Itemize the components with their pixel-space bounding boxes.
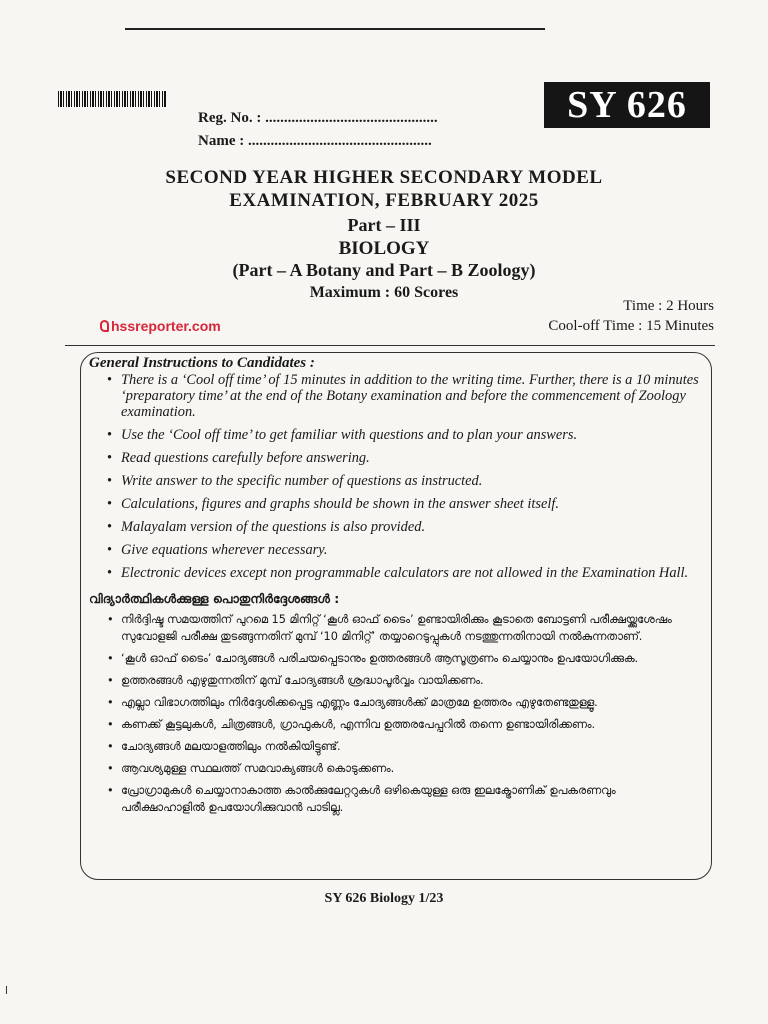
instructions-list-ml [89,611,699,816]
name-field: Name : ................................................. [198,133,432,149]
instruction-item: • Malayalam version of the questions is also provided. [105,519,699,535]
max-score: Maximum : 60 Scores [309,284,459,301]
instructions-heading-en: General Instructions to Candidates : [89,355,315,371]
paper-code-badge: SY 626 [544,82,710,128]
instruction-item-ml: • എല്ലാ വിഭാഗത്തിലും നിർദ്ദേശിക്കപ്പെട്ട എണ്ണം ചോദ്യങ്ങൾക്ക് മാത്രമേ ഉത്തരം എഴുതേണ്ടതുള്ളൂ. [105,694,699,711]
instruction-item-ml: • ആവശ്യമുള്ള സ്ഥലത്ത് സമവാക്യങ്ങൾ കൊടുക്കണം. [105,760,699,777]
section-rule [65,345,715,346]
exam-subject: BIOLOGY [338,238,430,259]
reg-no-field: Reg. No. : .............................................. [198,110,438,126]
exam-title-line1: SECOND YEAR HIGHER SECONDARY MODEL [165,167,603,188]
watermark-logo [100,318,221,334]
exam-subtitle: (Part – A Botany and Part – B Zoology) [232,260,536,280]
instruction-item: • Electronic devices except non programmable calculators are not allowed in the Examination Hall. [105,565,699,581]
time-duration: Time : 2 Hours [623,298,714,314]
instruction-item: • Give equations wherever necessary. [105,542,699,558]
top-rule [125,28,545,30]
instruction-item: • There is a ‘Cool off time’ of 15 minutes in addition to the writing time. Further, there is a 10 minutes ‘preparatory time’ at the end of the Botany examination and before the commencement of Zoology examination. [105,372,699,420]
instruction-item-ml: • പ്രോഗ്രാമുകൾ ചെയ്യാനാകാത്ത കാൽക്കുലേറ്ററുകൾ ഒഴികെയുള്ള ഒരു ഇലക്ട്രോണിക് ഉപകരണവും പരീക്ഷാഹാളിൽ ഉപയോഗിക്കുവാൻ പാടില്ല. [105,782,699,816]
scan-edge-mark [6,986,7,994]
instruction-item-ml: • ‘കൂൾ ഓഫ് ടൈം’ ചോദ്യങ്ങൾ പരിചയപ്പെടാനും ഉത്തരങ്ങൾ ആസൂത്രണം ചെയ്യാനും ഉപയോഗിക്കുക. [105,650,699,667]
exam-part: Part – III [347,215,421,235]
instruction-item: • Write answer to the specific number of questions as instructed. [105,473,699,489]
exam-title-line2: EXAMINATION, FEBRUARY 2025 [229,190,539,211]
instructions-list-en [89,372,699,581]
instructions-panel [80,352,712,880]
instruction-item-ml: • ചോദ്യങ്ങൾ മലയാളത്തിലും നൽകിയിട്ടുണ്ട്. [105,738,699,755]
logo-icon [100,320,109,332]
instruction-item: • Read questions carefully before answering. [105,450,699,466]
cool-off-time: Cool-off Time : 15 Minutes [548,318,714,334]
instruction-item-ml: • ഉത്തരങ്ങൾ എഴുതുന്നതിന് മുമ്പ് ചോദ്യങ്ങൾ ശ്രദ്ധാപൂർവ്വം വായിക്കണം. [105,672,699,689]
instructions-heading-ml: വിദ്യാർത്ഥികൾക്കുള്ള പൊതുനിർദ്ദേശങ്ങൾ : [89,591,340,606]
watermark-text: hssreporter.com [111,318,221,334]
instruction-item-ml: • കണക്ക് കൂട്ടലുകൾ, ചിത്രങ്ങൾ, ഗ്രാഫുകൾ, എന്നിവ ഉത്തരപേപ്പറിൽ തന്നെ ഉണ്ടായിരിക്കണം. [105,716,699,733]
instruction-item: • Calculations, figures and graphs should be shown in the answer sheet itself. [105,496,699,512]
page-footer: SY 626 Biology 1/23 [324,891,444,906]
barcode-image [58,91,166,107]
instruction-item: • Use the ‘Cool off time’ to get familiar with questions and to plan your answers. [105,427,699,443]
instruction-item-ml: • നിർദ്ദിഷ്ട സമയത്തിന് പുറമെ 15 മിനിറ്റ് ‘കൂൾ ഓഫ് ടൈം’ ഉണ്ടായിരിക്കും കൂടാതെ ബോട്ടണി പരീക്ഷയ്ക്കുശേഷം സുവോളജി പരീക്ഷ തുടങ്ങുന്നതിന് മുമ്പ് ‘10 മിനിറ്റ്’ തയ്യാറെടുപ്പുകൾ നടത്തുന്നതിനായി നൽകുന്നതാണ്. [105,611,699,645]
